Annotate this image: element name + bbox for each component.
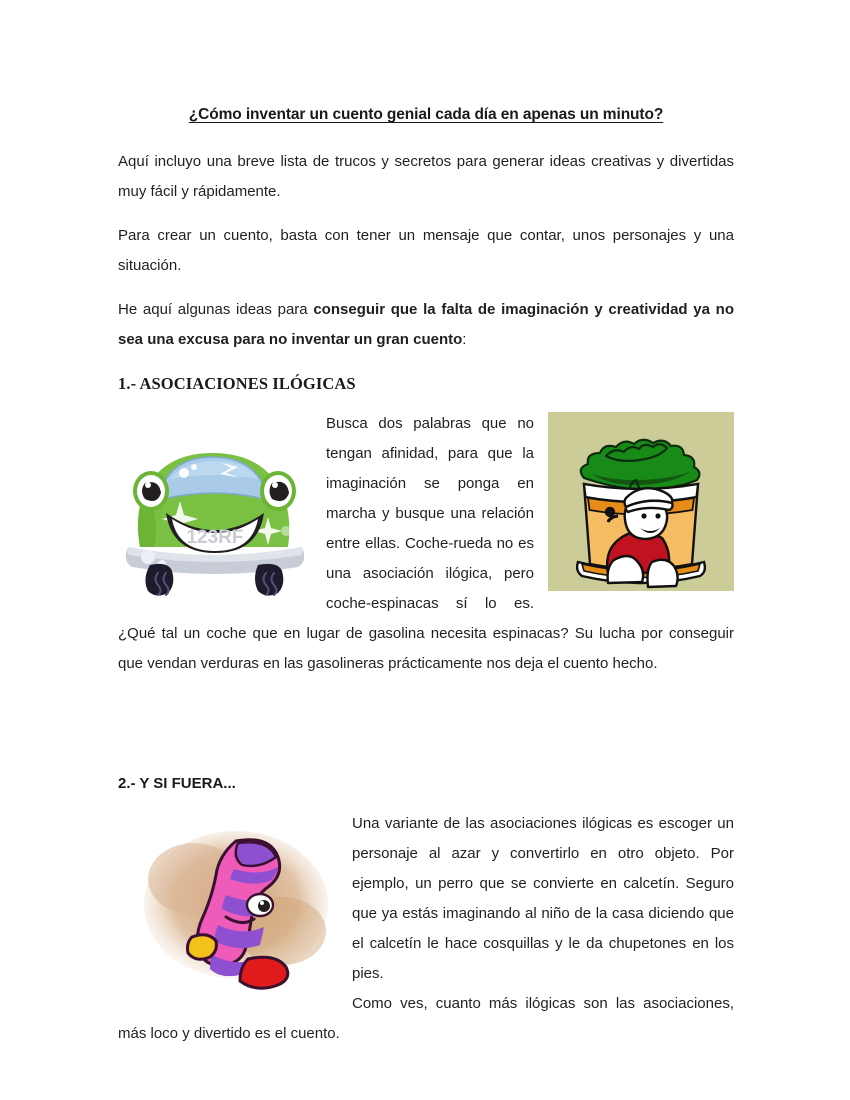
spinach-popeye-illustration bbox=[548, 412, 734, 591]
section-2-paragraph: Una variante de las asociaciones ilógicas es escoger un personaje al azar y convertirlo en otro objeto. Por ejemplo, un perro que se convierte en calcetín. Seguro que ya estás imaginando al niño de la casa diciendo que el calcetín le hace cosquillas y le da chupetones en los pies. bbox=[352, 815, 734, 982]
sock-dog-illustration bbox=[132, 813, 336, 993]
third-paragraph bbox=[118, 295, 734, 355]
third-paragraph-emphasis: conseguir que la falta de imaginación y creatividad ya no sea una excusa para no inventar un gran cuento bbox=[118, 301, 734, 348]
green-car-image bbox=[118, 419, 312, 597]
third-paragraph-tail: : bbox=[462, 331, 467, 348]
spinach-popeye-image bbox=[548, 412, 734, 591]
second-paragraph: Para crear un cuento, basta con tener un mensaje que contar, unos personajes y una situación. bbox=[118, 227, 734, 274]
document-body bbox=[118, 100, 734, 1063]
section-2-block bbox=[118, 809, 734, 1063]
section-1-block bbox=[118, 409, 734, 693]
section-1-heading: 1.- ASOCIACIONES ILÓGICAS bbox=[118, 374, 356, 393]
section-1-paragraph: Busca dos palabras que no tengan afinidad, para que la imaginación se ponga en marcha y busque una relación entre ellas. Coche-rueda no es una asociación ilógica, pero coche-espinacas sí lo es. ¿Qué tal un coche que en lugar de gasolina necesita espinacas? Su lucha por conseguir que vendan verduras en las gasolineras prácticamente nos deja el cuento hecho. bbox=[118, 415, 734, 672]
intro-paragraph: Aquí incluyo una breve lista de trucos y secretos para generar ideas creativas y divertidas muy fácil y rápidamente. bbox=[118, 153, 734, 200]
section-spacer bbox=[118, 693, 734, 769]
sock-dog-image bbox=[132, 813, 336, 993]
section-2-heading: 2.- Y SI FUERA... bbox=[118, 775, 236, 792]
green-car-illustration bbox=[118, 419, 312, 597]
third-paragraph-lead: He aquí algunas ideas para bbox=[118, 301, 314, 318]
watermark-text: 123RF bbox=[186, 527, 244, 548]
page-title: ¿Cómo inventar un cuento genial cada día en apenas un minuto? bbox=[188, 106, 664, 123]
section-2-paragraph-extra: Como ves, cuanto más ilógicas son las asociaciones, más loco y divertido es el cuento. bbox=[118, 995, 734, 1042]
